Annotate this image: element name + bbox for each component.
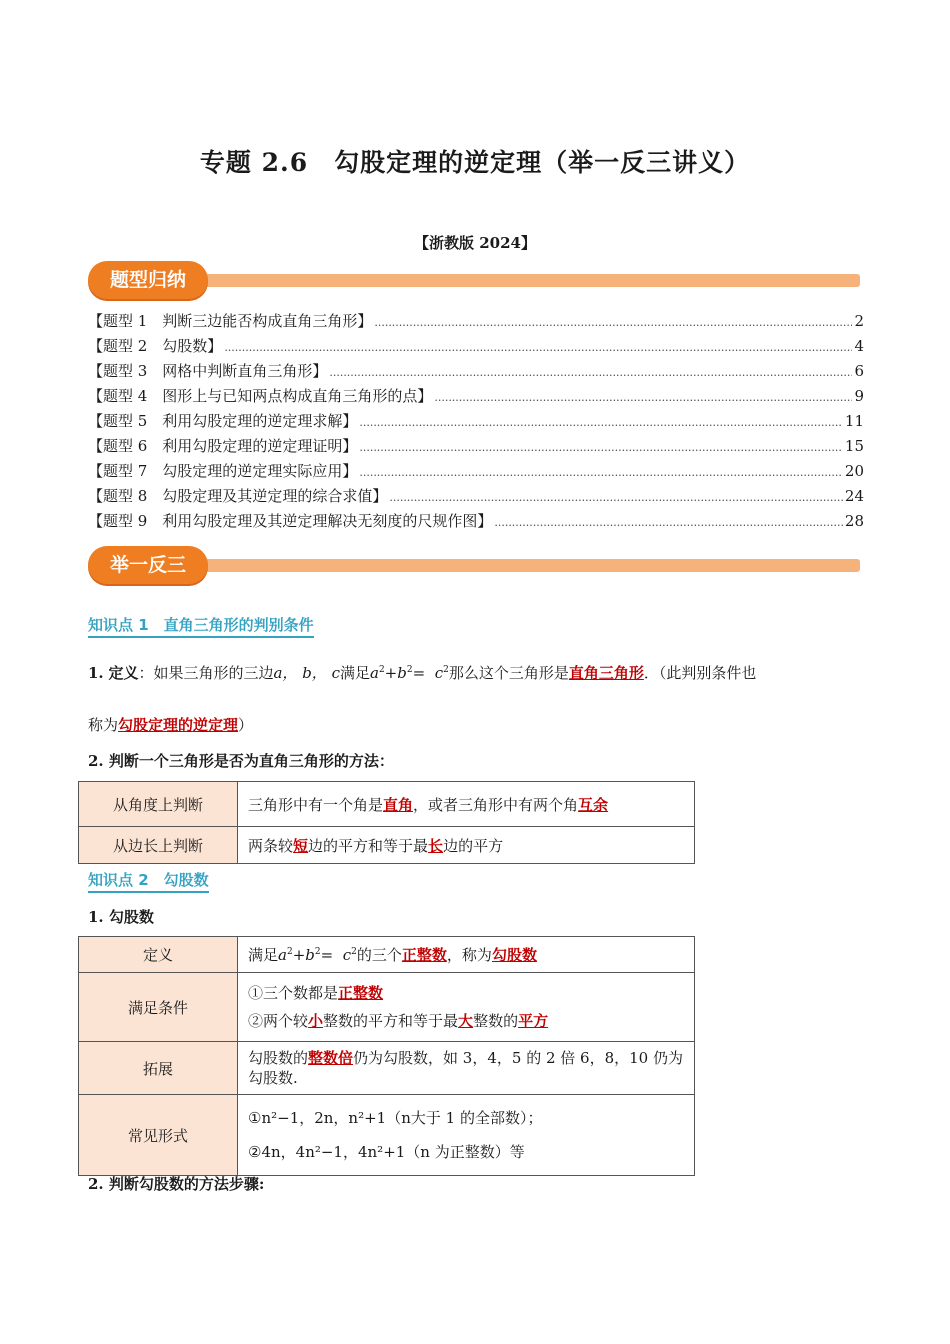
toc-dot-leader xyxy=(359,466,843,479)
banner-examples xyxy=(82,546,860,586)
toc-dot-leader xyxy=(359,416,843,429)
table-row xyxy=(79,1042,695,1095)
toc-item-page: 4 xyxy=(854,337,864,355)
pythagorean-formula: $a^2+b^2= c^2$ xyxy=(369,664,449,682)
definition-label: 定义 xyxy=(108,664,139,682)
banner-pill: 题型归纳 xyxy=(88,261,208,299)
table-row xyxy=(79,1095,695,1176)
toc-item-label: 【题型 4 图形上与已知两点构成直角三角形的点】 xyxy=(88,387,433,405)
common-form-2: ②4n，4n²−1，4n²+1（n 为正整数）等 xyxy=(248,1143,525,1161)
pythagorean-triples-subheading: 1. 勾股数 xyxy=(88,908,154,926)
row-content: ①三个数都是正整数 ②两个较小整数的平方和等于最大整数的平方 xyxy=(238,973,695,1042)
banner-bar xyxy=(122,274,860,287)
table-row xyxy=(79,937,695,973)
row-header: 满足条件 xyxy=(79,973,238,1042)
row-header: 常见形式 xyxy=(79,1095,238,1176)
row-content: 两条较短边的平方和等于最长边的平方 xyxy=(238,827,695,864)
toc-item[interactable] xyxy=(88,410,864,435)
definition-text: 那么这个三角形是 xyxy=(448,664,569,682)
judgement-table xyxy=(78,781,695,864)
definition-line-2: 称为勾股定理的逆定理） xyxy=(88,716,254,734)
toc-item[interactable] xyxy=(88,510,864,535)
toc-item-page: 20 xyxy=(844,462,864,480)
method-heading: 2. 判断一个三角形是否为直角三角形的方法： xyxy=(88,752,394,770)
toc-item-page: 6 xyxy=(854,362,864,380)
toc-item-label: 【题型 9 利用勾股定理及其逆定理解决无刻度的尺规作图】 xyxy=(88,512,493,530)
table-row xyxy=(79,827,695,864)
toc-dot-leader xyxy=(329,366,852,379)
row-content: 三角形中有一个角是直角，或者三角形中有两个角互余 xyxy=(238,782,695,827)
banner-question-types xyxy=(82,261,860,301)
table-of-contents xyxy=(88,310,864,535)
knowledge-point-1-heading: 知识点 1 直角三角形的判别条件 xyxy=(88,614,314,638)
toc-item[interactable] xyxy=(88,485,864,510)
row-header: 从角度上判断 xyxy=(79,782,238,827)
common-form-1: ①n²−1，2n，n²+1（n大于 1 的全部数）； xyxy=(248,1109,543,1127)
toc-item[interactable] xyxy=(88,460,864,485)
row-content: 满足$a^2+b^2= c^2$的三个正整数，称为勾股数 xyxy=(238,937,695,973)
method-steps-heading: 2. 判断勾股数的方法步骤: xyxy=(88,1175,265,1193)
toc-item-page: 11 xyxy=(844,412,864,430)
knowledge-point-2-heading: 知识点 2 勾股数 xyxy=(88,869,209,893)
row-content xyxy=(238,1095,695,1176)
edition-label: 【浙教版 2024】 xyxy=(414,234,536,252)
toc-item[interactable] xyxy=(88,435,864,460)
toc-item[interactable] xyxy=(88,335,864,360)
toc-item[interactable] xyxy=(88,310,864,335)
toc-dot-leader xyxy=(389,491,843,504)
definition-text: 满足 xyxy=(339,664,370,682)
banner-bar xyxy=(122,559,860,572)
definition-text: ：如果三角形的三边 xyxy=(138,664,274,682)
toc-item-page: 15 xyxy=(844,437,864,455)
definition-sides: a， b， c xyxy=(273,664,340,682)
table-row xyxy=(79,782,695,827)
page-title: 专题 2.6 勾股定理的逆定理（举一反三讲义） xyxy=(199,148,751,177)
pythagorean-triples-table xyxy=(78,936,695,1176)
toc-dot-leader xyxy=(434,391,852,404)
definition-text: ．（此判别条件也 xyxy=(643,664,757,682)
toc-item-label: 【题型 3 网格中判断直角三角形】 xyxy=(88,362,328,380)
row-header: 定义 xyxy=(79,937,238,973)
toc-dot-leader xyxy=(224,341,852,354)
toc-item-label: 【题型 5 利用勾股定理的逆定理求解】 xyxy=(88,412,358,430)
toc-item-page: 24 xyxy=(844,487,864,505)
toc-item-label: 【题型 8 勾股定理及其逆定理的综合求值】 xyxy=(88,487,388,505)
converse-theorem-answer: 勾股定理的逆定理 xyxy=(118,716,239,734)
row-header: 拓展 xyxy=(79,1042,238,1095)
definition-number: 1. xyxy=(88,664,104,682)
toc-dot-leader xyxy=(374,316,852,329)
toc-item-label: 【题型 1 判断三边能否构成直角三角形】 xyxy=(88,312,373,330)
definition-line-1 xyxy=(88,662,756,683)
definition-answer: 直角三角形 xyxy=(568,664,644,682)
toc-dot-leader xyxy=(494,516,843,529)
toc-dot-leader xyxy=(359,441,843,454)
banner-pill: 举一反三 xyxy=(88,546,208,584)
toc-item-page: 28 xyxy=(844,512,864,530)
toc-item-label: 【题型 2 勾股数】 xyxy=(88,337,223,355)
toc-item-page: 2 xyxy=(854,312,864,330)
toc-item-label: 【题型 7 勾股定理的逆定理实际应用】 xyxy=(88,462,358,480)
table-row xyxy=(79,973,695,1042)
toc-item[interactable] xyxy=(88,360,864,385)
toc-item[interactable] xyxy=(88,385,864,410)
row-content: 勾股数的整数倍仍为勾股数，如 3，4，5 的 2 倍 6，8，10 仍为勾股数. xyxy=(238,1042,695,1095)
toc-item-label: 【题型 6 利用勾股定理的逆定理证明】 xyxy=(88,437,358,455)
row-header: 从边长上判断 xyxy=(79,827,238,864)
toc-item-page: 9 xyxy=(854,387,864,405)
